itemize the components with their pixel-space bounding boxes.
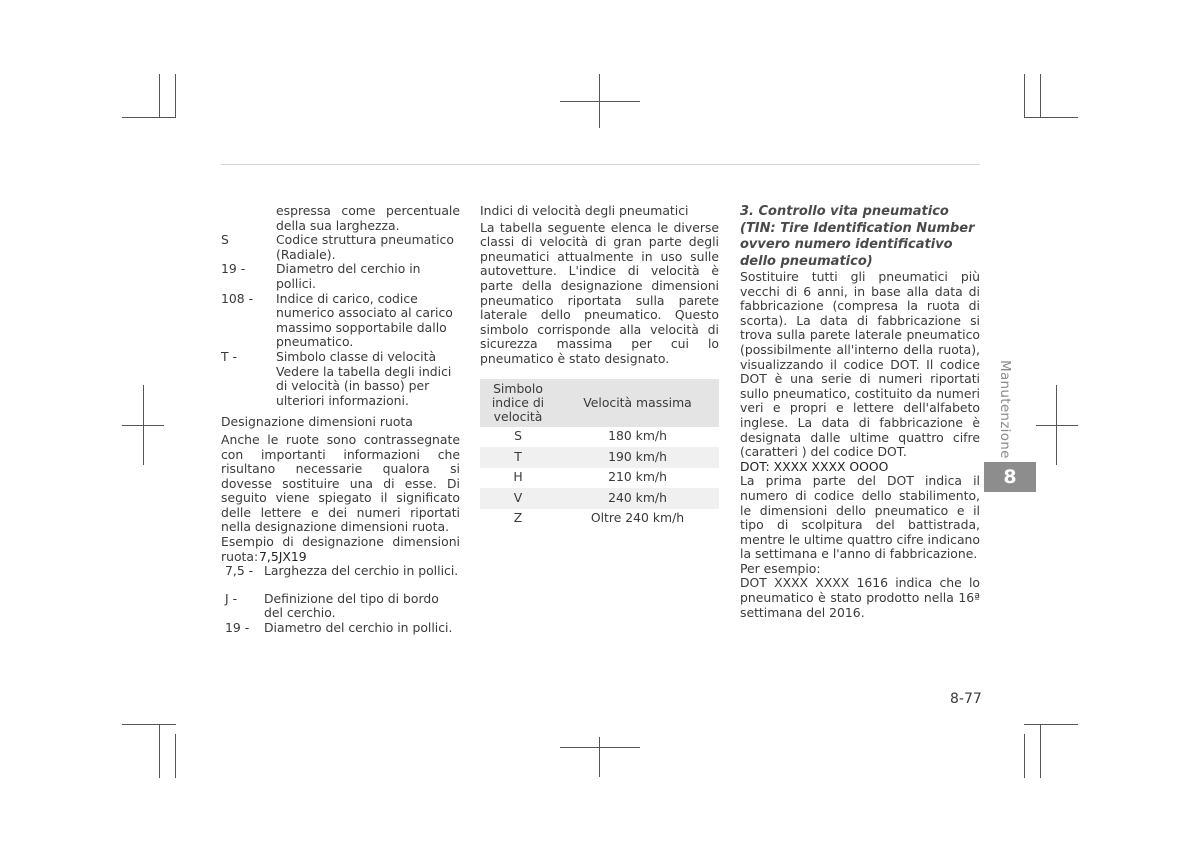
- column-middle: [480, 204, 719, 529]
- table-cell-symbol: T: [480, 447, 556, 468]
- list-key: 19 -: [221, 261, 246, 277]
- list-text: espressa come percentuale della sua larghezza.: [276, 203, 460, 233]
- example-label: Esempio di designazione dimensioni ruota:: [221, 534, 460, 564]
- header-symbol: Simbolo indice di velocità: [480, 379, 556, 427]
- section-heading-tin: 3. Controllo vita pneumatico (TIN: Tire Identification Number ovvero numero identificativo dello pneumatico): [740, 204, 975, 269]
- list-key: 108 -: [221, 290, 254, 306]
- section-heading-wheel-size: Designazione dimensioni ruota: [221, 414, 413, 430]
- column-left: [221, 204, 460, 636]
- table-header-row: [480, 379, 719, 427]
- wheel-paragraph: Anche le ruote sono contrassegnate con importanti informazioni che risultano necessarie qualora si dovesse sostituire una di esse. Di seguito viene spiegato il significato delle lettere e dei numeri riportati nella designazione dimensioni ruota.: [221, 431, 460, 535]
- list-text: Indice di carico, codice numerico associato al carico massimo sopportabile dallo pneumatico.: [276, 290, 453, 350]
- list-item: [221, 204, 460, 233]
- table-cell-speed: Oltre 240 km/h: [556, 509, 719, 530]
- list-item: [221, 292, 460, 350]
- list-item: [221, 350, 460, 408]
- table-cell-symbol: Z: [480, 509, 556, 530]
- list-item: [221, 564, 460, 579]
- page-number: 8-77: [950, 691, 982, 707]
- list-text: Diametro del cerchio in pollici.: [276, 261, 421, 291]
- table-cell-speed: 190 km/h: [556, 447, 719, 468]
- section-heading-speed: Indici di velocità degli pneumatici: [480, 203, 689, 218]
- list-key: J -: [225, 590, 238, 606]
- section-label: Manutenzione: [997, 360, 1013, 459]
- list-item: [221, 233, 460, 262]
- list-text: Definizione del tipo di bordo del cerchio.: [264, 590, 439, 621]
- list-item: [221, 262, 460, 291]
- table-row: [480, 488, 719, 509]
- list-text: Codice struttura pneumatico (Radiale).: [276, 232, 454, 262]
- table-cell-speed: 210 km/h: [556, 468, 719, 489]
- speed-paragraph: La tabella seguente elenca le diverse classi di velocità di gran parte degli pneumatici attualmente in uso sulle autovetture. L'indice di velocità è parte della designazione dimensioni pneumatico riportata sulla parete laterale dello pneumatico. Questo simbolo corrisponde alla velocità di sicurezza massima per cui lo pneumatico è stato designato.: [480, 219, 719, 366]
- header-speed: Velocità massima: [556, 379, 719, 427]
- list-key: 7,5 -: [225, 563, 254, 579]
- dot-paragraph: La prima parte del DOT indica il numero di codice dello stabilimento, le dimensioni dello pneumatico e il tipo di scolpitura del battistrada, mentre le ultime quattro cifre indicano la settimana e l'anno di fabbricazione.: [740, 473, 980, 562]
- table-row: [480, 468, 719, 489]
- table-cell-symbol: H: [480, 468, 556, 489]
- list-text: Simbolo classe di velocità Vedere la tabella degli indici di velocità (in basso) per ulteriori informazioni.: [276, 348, 452, 408]
- dot-example: DOT XXXX XXXX 1616 indica che lo pneumatico è stato prodotto nella 16ª settimana del 2016.: [740, 575, 980, 620]
- list-key: S: [221, 232, 229, 248]
- table-cell-speed: 240 km/h: [556, 488, 719, 509]
- tin-paragraph: Sostituire tutti gli pneumatici più vecchi di 6 anni, in base alla data di fabbricazione (compresa la ruota di scorta). La data di fabbricazione si trova sulla parete laterale pneumatico (possibilmente all'interno della ruota), visualizzando il codice DOT. Il codice DOT è una serie di numeri riportati sullo pneumatico, costituito da numeri veri e propri e lettere dell'alfabeto inglese. La data di fabbricazione è designata dalle ultime quattro cifre (caratteri ) del codice DOT.: [740, 269, 980, 460]
- tire-code-list: [221, 204, 460, 408]
- speed-table: [480, 379, 719, 530]
- header-rule: [221, 164, 980, 165]
- list-key: 19 -: [225, 620, 250, 636]
- list-key: [221, 204, 276, 233]
- example-label: Per esempio:: [740, 560, 821, 576]
- list-item: [221, 592, 460, 621]
- list-item: [221, 621, 460, 636]
- table-cell-speed: 180 km/h: [556, 427, 719, 448]
- example-value: 7,5JX19: [259, 548, 307, 564]
- table-cell-symbol: V: [480, 488, 556, 509]
- table-cell-symbol: S: [480, 427, 556, 448]
- list-key: T -: [221, 348, 237, 364]
- chapter-number-badge: 8: [984, 462, 1036, 492]
- example-list: [221, 564, 460, 635]
- table-row: [480, 427, 719, 448]
- column-right: [740, 204, 980, 620]
- table-row: [480, 447, 719, 468]
- table-row: [480, 509, 719, 530]
- dot-code: DOT: XXXX XXXX OOOO: [740, 458, 889, 474]
- list-text: Larghezza del cerchio in pollici.: [264, 563, 459, 579]
- list-text: Diametro del cerchio in pollici.: [264, 620, 453, 636]
